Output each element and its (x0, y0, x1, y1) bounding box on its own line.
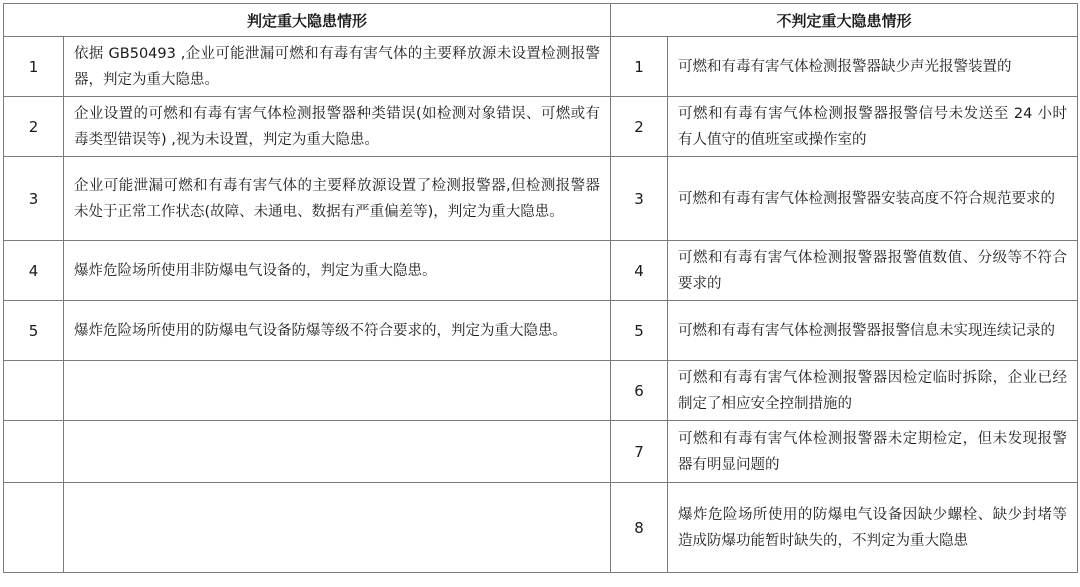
table-row (4, 241, 1078, 301)
table-row (4, 301, 1078, 361)
left-text (64, 421, 611, 483)
left-text: 爆炸危险场所使用非防爆电气设备的，判定为重大隐患。 (64, 241, 611, 301)
left-text: 企业可能泄漏可燃和有毒有害气体的主要释放源设置了检测报警器,但检测报警器未处于正常工作状态(故障、未通电、数据有严重偏差等)，判定为重大隐患。 (64, 157, 611, 241)
table-row (4, 421, 1078, 483)
left-text: 爆炸危险场所使用的防爆电气设备防爆等级不符合要求的，判定为重大隐患。 (64, 301, 611, 361)
left-number (4, 421, 64, 483)
right-number: 4 (611, 241, 668, 301)
right-text: 可燃和有毒有害气体检测报警器报警值数值、分级等不符合要求的 (668, 241, 1078, 301)
right-number: 5 (611, 301, 668, 361)
left-number: 2 (4, 97, 64, 157)
right-text: 可燃和有毒有害气体检测报警器缺少声光报警装置的 (668, 37, 1078, 97)
right-text: 爆炸危险场所使用的防爆电气设备因缺少螺栓、缺少封堵等造成防爆功能暂时缺失的，不判定为重大隐患 (668, 483, 1078, 573)
right-number: 6 (611, 361, 668, 421)
header-not-judged: 不判定重大隐患情形 (611, 4, 1078, 37)
right-text: 可燃和有毒有害气体检测报警器安装高度不符合规范要求的 (668, 157, 1078, 241)
left-text (64, 483, 611, 573)
right-number: 8 (611, 483, 668, 573)
table-row (4, 37, 1078, 97)
left-text: 企业设置的可燃和有毒有害气体检测报警器种类错误(如检测对象错误、可燃或有毒类型错误等) ,视为未设置，判定为重大隐患。 (64, 97, 611, 157)
left-number (4, 361, 64, 421)
header-judged: 判定重大隐患情形 (4, 4, 611, 37)
left-text (64, 361, 611, 421)
right-text: 可燃和有毒有害气体检测报警器报警信号未发送至 24 小时有人值守的值班室或操作室的 (668, 97, 1078, 157)
table-row (4, 483, 1078, 573)
right-number: 2 (611, 97, 668, 157)
table-row (4, 157, 1078, 241)
left-text: 依据 GB50493 ,企业可能泄漏可燃和有毒有害气体的主要释放源未设置检测报警器，判定为重大隐患。 (64, 37, 611, 97)
left-number: 3 (4, 157, 64, 241)
table-row (4, 361, 1078, 421)
left-number: 4 (4, 241, 64, 301)
header-row (4, 4, 1078, 37)
table-row (4, 97, 1078, 157)
hazard-criteria-table (3, 3, 1078, 573)
right-number: 7 (611, 421, 668, 483)
left-number: 5 (4, 301, 64, 361)
right-number: 3 (611, 157, 668, 241)
right-text: 可燃和有毒有害气体检测报警器报警信息未实现连续记录的 (668, 301, 1078, 361)
right-number: 1 (611, 37, 668, 97)
right-text: 可燃和有毒有害气体检测报警器未定期检定，但未发现报警器有明显问题的 (668, 421, 1078, 483)
left-number (4, 483, 64, 573)
right-text: 可燃和有毒有害气体检测报警器因检定临时拆除，企业已经制定了相应安全控制措施的 (668, 361, 1078, 421)
left-number: 1 (4, 37, 64, 97)
